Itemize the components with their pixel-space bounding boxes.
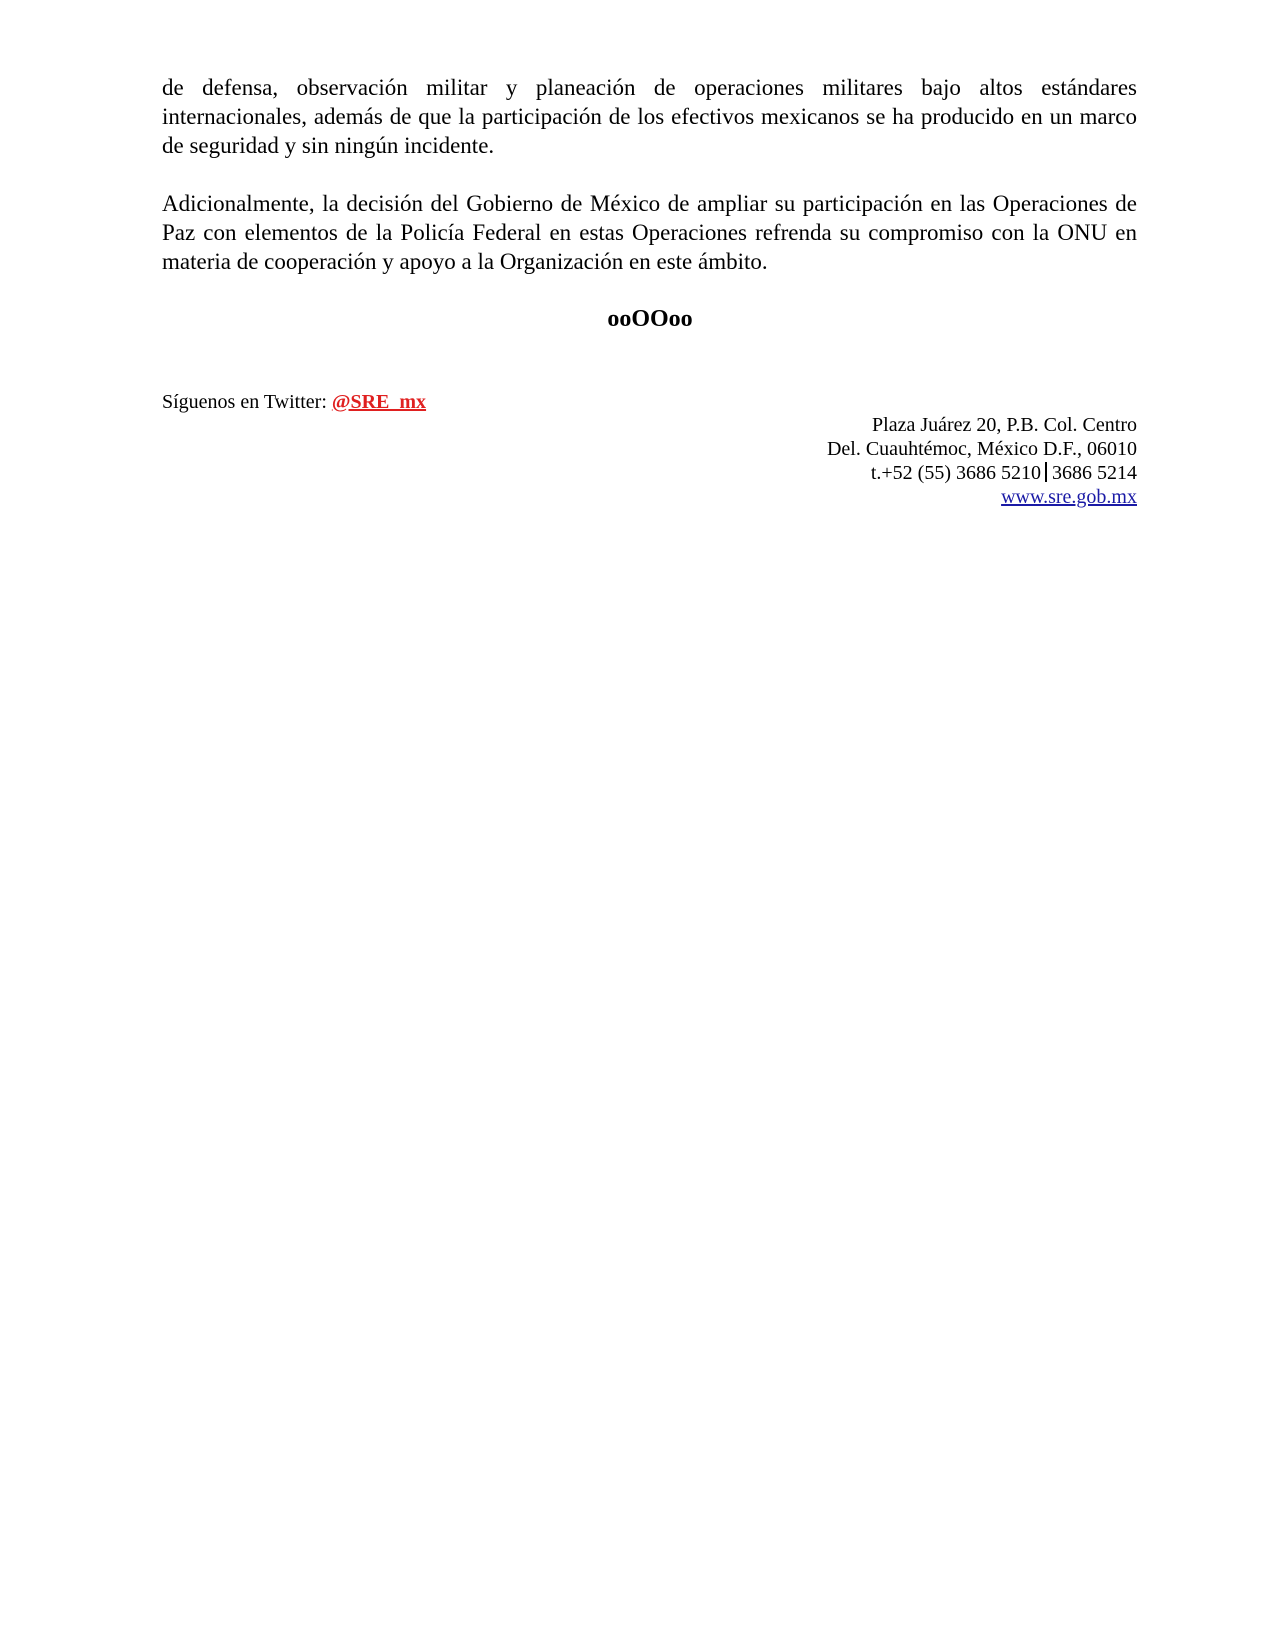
section-separator: ooOOoo — [607, 306, 693, 332]
body-paragraph-2: Adicionalmente, la decisión del Gobierno de México de ampliar su participación en las Operaciones de Paz con elementos de la Policía Federal en estas Operaciones refrenda su compromiso con la ONU en materia de cooperación y apoyo a la Organización en este ámbito. — [162, 191, 1137, 274]
phone-secondary: 3686 5214 — [1052, 462, 1137, 484]
website-link[interactable]: www.sre.gob.mx — [1001, 486, 1137, 508]
phone-primary: t.+52 (55) 3686 5210 — [870, 462, 1041, 484]
phone-line — [827, 461, 1137, 485]
address-line-2: Del. Cuauhtémoc, México D.F., 06010 — [826, 438, 1137, 460]
twitter-follow-label: Síguenos en Twitter: — [162, 391, 332, 413]
contact-address-block — [827, 413, 1137, 509]
phone-divider — [1045, 462, 1047, 482]
twitter-follow-line — [162, 390, 426, 414]
address-line-1: Plaza Juárez 20, P.B. Col. Centro — [872, 414, 1137, 436]
twitter-handle-link[interactable]: @SRE_mx — [331, 391, 427, 413]
body-paragraph-1: de defensa, observación militar y planeación de operaciones militares bajo altos estándares internacionales, además de que la participación de los efectivos mexicanos se ha producido en un marco de seguridad y sin ningún incidente. — [162, 75, 1137, 158]
